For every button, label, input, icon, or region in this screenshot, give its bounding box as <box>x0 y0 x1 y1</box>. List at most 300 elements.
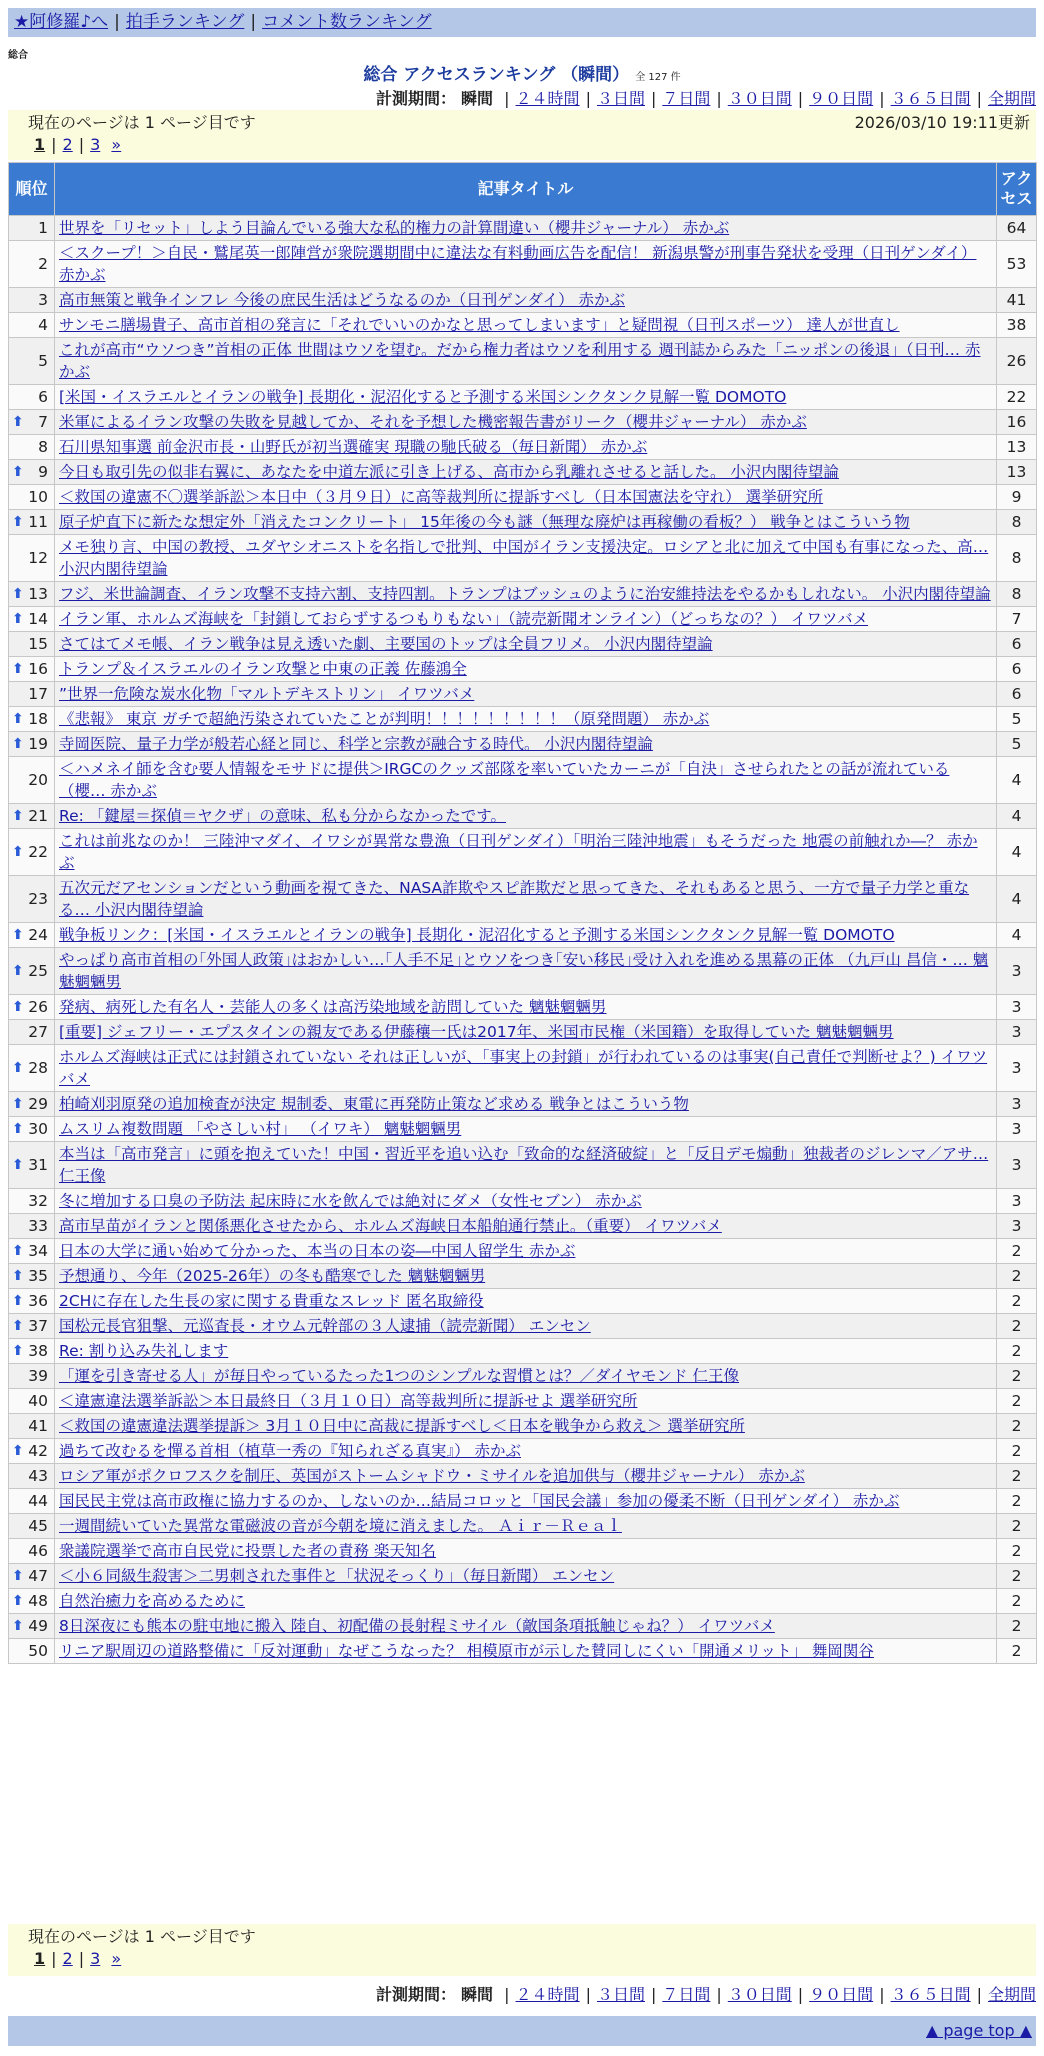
rank-number: 42 <box>28 1442 48 1460</box>
rank-cell <box>9 995 55 1020</box>
page-next-link[interactable]: » <box>111 1949 122 1968</box>
page-current: 1 <box>34 135 46 154</box>
access-count: 2 <box>997 1414 1037 1439</box>
rank-number: 20 <box>28 771 48 789</box>
rank-cell <box>9 1564 55 1589</box>
up-arrow-icon: ⬆ <box>12 927 24 943</box>
article-title-link[interactable]: 戦争板リンク：[米国・イスラエルとイランの戦争] 長期化・泥沼化すると予測する米国シンクタンク見解一覧 DOMOTO <box>59 926 895 944</box>
access-count: 22 <box>997 385 1037 410</box>
up-arrow-icon: ⬆ <box>12 963 24 979</box>
ranking-table <box>8 162 1037 1664</box>
period-separator: | <box>976 1985 982 2004</box>
rank-number: 24 <box>28 926 48 944</box>
rank-cell <box>9 1539 55 1564</box>
up-arrow-icon: ⬆ <box>12 844 24 860</box>
rank-cell <box>9 510 55 535</box>
up-arrow-icon: ⬆ <box>12 1593 24 1609</box>
period-separator: | <box>716 1985 722 2004</box>
up-arrow-icon: ⬆ <box>12 808 24 824</box>
period-option-link[interactable]: ９０日間 <box>809 1985 874 2004</box>
table-row <box>9 1589 1037 1614</box>
period-option-link[interactable]: ３６５日間 <box>890 1985 971 2004</box>
page-title: 総合 アクセスランキング （瞬間） <box>363 65 630 85</box>
article-title-link[interactable]: メモ独り言、中国の教授、ユダヤシオニストを名指しで批判、中国がイラン支援決定。ロシアと北に加えて中国も有事になった、高… 小沢内閣待望論 <box>59 538 989 578</box>
article-title-link[interactable]: 2CHに存在した生長の家に関する貴重なスレッド 匿名取締役 <box>59 1292 484 1310</box>
article-title-link[interactable]: やっぱり高市首相の｢外国人政策｣はおかしい…｢人手不足｣とウソをつき｢安い移民｣受け入れを進める黒幕の正体 （九戸山 昌信・… 魑魅魍魎男 <box>59 951 989 991</box>
title-cell <box>55 510 997 535</box>
title-cell <box>55 1142 997 1189</box>
access-count: 64 <box>997 216 1037 241</box>
table-row <box>9 1364 1037 1389</box>
table-row <box>9 1289 1037 1314</box>
table-row <box>9 535 1037 582</box>
access-count: 3 <box>997 1117 1037 1142</box>
title-cell <box>55 1239 997 1264</box>
title-cell <box>55 948 997 995</box>
rank-cell <box>9 385 55 410</box>
rank-cell <box>9 1092 55 1117</box>
access-count: 2 <box>997 1339 1037 1364</box>
access-count: 6 <box>997 682 1037 707</box>
period-option-link[interactable]: ３日間 <box>596 1985 645 2004</box>
table-row <box>9 657 1037 682</box>
rank-cell <box>9 1339 55 1364</box>
title-cell <box>55 460 997 485</box>
article-title-link[interactable]: 国松元長官狙撃、元巡査長・オウム元幹部の３人逮捕（読売新聞） エンセン <box>59 1317 591 1335</box>
title-cell <box>55 338 997 385</box>
table-row <box>9 1314 1037 1339</box>
access-count: 2 <box>997 1489 1037 1514</box>
period-option-link[interactable]: ３６５日間 <box>890 89 971 108</box>
article-title-link[interactable]: [米国・イスラエルとイランの戦争] 長期化・泥沼化すると予測する米国シンクタンク見解一覧 DOMOTO <box>59 388 787 406</box>
article-title-link[interactable]: 一週間続いていた異常な電磁波の音が今朝を境に消えました。 Ａｉｒ－Ｒｅａｌ <box>59 1517 622 1535</box>
up-arrow-icon: ⬆ <box>12 1268 24 1284</box>
article-title-link[interactable]: [重要] ジェフリー・エプスタインの親友である伊藤穰一氏は2017年、米国市民権（米国籍）を取得していた 魑魅魍魎男 <box>59 1023 894 1041</box>
rank-cell <box>9 732 55 757</box>
rank-number: 48 <box>28 1592 48 1610</box>
nav-link-applause-ranking[interactable]: 拍手ランキング <box>125 12 245 32</box>
period-option-link[interactable]: ２４時間 <box>515 89 580 108</box>
period-label: 計測期間： <box>375 1985 456 2004</box>
article-title-link[interactable]: 過ちて改むるを憚る首相（植草一秀の『知られざる真実』） 赤かぶ <box>59 1442 522 1460</box>
title-cell <box>55 385 997 410</box>
rank-cell <box>9 1117 55 1142</box>
period-option-link[interactable]: 全期間 <box>987 89 1036 108</box>
rank-number: 23 <box>28 890 48 908</box>
table-row <box>9 829 1037 876</box>
table-row <box>9 948 1037 995</box>
up-arrow-icon: ⬆ <box>12 586 24 602</box>
title-cell <box>55 995 997 1020</box>
period-option-link[interactable]: ７日間 <box>662 1985 711 2004</box>
access-count: 2 <box>997 1239 1037 1264</box>
rank-number: 15 <box>28 635 48 653</box>
access-count: 2 <box>997 1389 1037 1414</box>
rank-number: 19 <box>28 735 48 753</box>
period-options <box>498 89 1036 108</box>
page-separator: | <box>78 1949 85 1968</box>
access-count: 8 <box>997 535 1037 582</box>
total-count: 全 127 件 <box>635 72 681 83</box>
title-cell <box>55 657 997 682</box>
rank-cell <box>9 410 55 435</box>
table-row <box>9 485 1037 510</box>
table-row <box>9 1339 1037 1364</box>
article-title-link[interactable]: ＜救国の違憲不〇選挙訴訟＞本日中（３月９日）に高等裁判所に提訴すべし（日本国憲法を守れ） 選挙研究所 <box>59 488 824 506</box>
article-title-link[interactable]: Re: 割り込み失礼します <box>59 1342 229 1360</box>
period-separator: | <box>716 89 722 108</box>
title-cell <box>55 1414 997 1439</box>
up-arrow-icon: ⬆ <box>12 611 24 627</box>
rank-cell <box>9 338 55 385</box>
rank-cell <box>9 1439 55 1464</box>
pagination <box>28 134 1030 156</box>
title-cell <box>55 1264 997 1289</box>
article-title-link[interactable]: リニア駅周辺の道路整備に「反対運動」なぜこうなった？ 相模原市が示した賛同しにくい「開通メリット」 舞岡関谷 <box>59 1642 874 1660</box>
table-row <box>9 582 1037 607</box>
title-cell <box>55 1539 997 1564</box>
table-row <box>9 1389 1037 1414</box>
rank-cell <box>9 1020 55 1045</box>
page-spacer <box>103 135 108 154</box>
article-title-link[interactable]: サンモニ膳場貴子、高市首相の発言に「それでいいのかなと思ってしまいます」と疑問視（日刊スポーツ） 達人が世直し <box>59 316 900 334</box>
rank-cell <box>9 1214 55 1239</box>
article-title-link[interactable]: ＜スクープ！＞自民・鷲尾英一郎陣営が衆院選期間中に違法な有料動画広告を配信！ 新潟県警が刑事告発状を受理（日刊ゲンダイ） 赤かぶ <box>59 244 977 284</box>
table-row <box>9 1539 1037 1564</box>
table-row <box>9 1464 1037 1489</box>
article-title-link[interactable]: 高市早苗がイランと関係悪化させたから、ホルムズ海峡日本船舶通行禁止。（重要） イワツバメ <box>59 1217 722 1235</box>
rank-number: 32 <box>28 1192 48 1210</box>
period-separator: | <box>976 89 982 108</box>
period-option-link[interactable]: ７日間 <box>662 89 711 108</box>
page-link[interactable]: 2 <box>62 135 73 154</box>
rank-number: 25 <box>28 962 48 980</box>
table-row <box>9 1239 1037 1264</box>
title-cell <box>55 435 997 460</box>
access-count: 5 <box>997 732 1037 757</box>
period-option-link[interactable]: ３０日間 <box>727 89 792 108</box>
access-count: 2 <box>997 1614 1037 1639</box>
rank-cell <box>9 313 55 338</box>
rank-cell <box>9 607 55 632</box>
table-row <box>9 288 1037 313</box>
access-count: 3 <box>997 1189 1037 1214</box>
article-title-link[interactable]: 柏崎刈羽原発の追加検査が決定 規制委、東電に再発防止策など求める 戦争とはこういう物 <box>59 1095 689 1113</box>
table-row <box>9 707 1037 732</box>
page-info-top <box>8 110 1036 160</box>
article-title-link[interactable]: Re: 「鍵屋＝探偵＝ヤクザ」の意味、私も分からなかったです。 <box>59 807 507 825</box>
rank-cell <box>9 1589 55 1614</box>
access-count: 4 <box>997 829 1037 876</box>
table-row <box>9 313 1037 338</box>
article-title-link[interactable]: 自然治癒力を高めるために <box>59 1592 246 1610</box>
article-title-link[interactable]: ホルムズ海峡は正式には封鎖されていない それは正しいが、「事実上の封鎖」が行われているのは事実(自己責任で判断せよ？) イワツバメ <box>59 1048 988 1088</box>
article-title-link[interactable]: 五次元だアセンションだという動画を視てきた、NASA詐欺やスピ詐欺だと思ってきた、それもあると思う、一方で量子力学と重なる… 小沢内閣待望論 <box>59 879 970 919</box>
period-option-link[interactable]: ３日間 <box>596 89 645 108</box>
title-cell <box>55 216 997 241</box>
table-row <box>9 732 1037 757</box>
article-title-link[interactable]: ＜ハメネイ師を含む要人情報をモサドに提供＞IRGCのクッズ部隊を率いていたカーニが「自決」させられたとの話が流れている（櫻… 赤かぶ <box>59 760 950 800</box>
title-cell <box>55 1339 997 1364</box>
table-row <box>9 632 1037 657</box>
access-count: 6 <box>997 632 1037 657</box>
article-title-link[interactable]: ＜違憲違法選挙訴訟＞本日最終日（３月１０日）高等裁判所に提訴せよ 選挙研究所 <box>59 1392 638 1410</box>
rank-cell <box>9 707 55 732</box>
access-count: 2 <box>997 1539 1037 1564</box>
access-count: 13 <box>997 460 1037 485</box>
up-arrow-icon: ⬆ <box>12 999 24 1015</box>
up-arrow-icon: ⬆ <box>12 1060 24 1076</box>
title-cell <box>55 582 997 607</box>
rank-cell <box>9 632 55 657</box>
access-count: 4 <box>997 757 1037 804</box>
rank-number: 40 <box>28 1392 48 1410</box>
title-cell <box>55 1364 997 1389</box>
access-count: 38 <box>997 313 1037 338</box>
article-title-link[interactable]: 《悲報》 東京 ガチで超絶汚染されていたことが判明！！！！！！！！！（原発問題） 赤かぶ <box>59 710 710 728</box>
title-cell <box>55 1639 997 1664</box>
rank-number: 10 <box>28 488 48 506</box>
rank-number: 44 <box>28 1492 48 1510</box>
rank-number: 14 <box>28 610 48 628</box>
title-cell <box>55 485 997 510</box>
rank-number: 36 <box>28 1292 48 1310</box>
period-option-link[interactable]: ２４時間 <box>515 1985 580 2004</box>
article-title-link[interactable]: フジ、米世論調査、イラン攻撃不支持六割、支持四割。トランプはブッシュのように治安維持法をやるかもしれない。 小沢内閣待望論 <box>59 585 991 603</box>
rank-number: 38 <box>28 1342 48 1360</box>
period-current: 瞬間 <box>461 89 494 108</box>
rank-number: 39 <box>28 1367 48 1385</box>
period-option-link[interactable]: ９０日間 <box>809 89 874 108</box>
access-count: 41 <box>997 288 1037 313</box>
page-spacer <box>103 1949 108 1968</box>
table-header-row <box>9 163 1037 216</box>
article-title-link[interactable]: 8日深夜にも熊本の駐屯地に搬入 陸自、初配備の長射程ミサイル（敵国条項抵触じゃね？） イワツバメ <box>59 1617 775 1635</box>
title-cell <box>55 1464 997 1489</box>
table-row <box>9 1189 1037 1214</box>
period-separator: | <box>879 1985 885 2004</box>
title-cell <box>55 1514 997 1539</box>
rank-number: 13 <box>28 585 48 603</box>
period-separator: | <box>650 1985 657 2004</box>
period-option-link[interactable]: ３０日間 <box>727 1985 792 2004</box>
page-status: 現在のページは 1 ページ目です <box>28 113 256 132</box>
access-count: 8 <box>997 510 1037 535</box>
article-title-link[interactable]: ＜小６同級生殺害＞二男刺された事件と「状況そっくり」（毎日新聞） エンセン <box>59 1567 615 1585</box>
article-title-link[interactable]: トランプ＆イスラエルのイラン攻撃と中東の正義 佐藤鴻全 <box>59 660 467 678</box>
rank-number: 18 <box>28 710 48 728</box>
article-title-link[interactable]: 発病、病死した有名人・芸能人の多くは高汚染地域を訪問していた 魑魅魍魎男 <box>59 998 607 1016</box>
table-row <box>9 1639 1037 1664</box>
rank-cell <box>9 241 55 288</box>
rank-number: 8 <box>38 438 48 456</box>
rank-cell <box>9 582 55 607</box>
rank-number: 28 <box>28 1059 48 1077</box>
title-cell <box>55 1589 997 1614</box>
rank-number: 47 <box>28 1567 48 1585</box>
table-row <box>9 435 1037 460</box>
article-title-link[interactable]: 予想通り、今年（2025-26年）の冬も酷寒でした 魑魅魍魎男 <box>59 1267 486 1285</box>
page-next-link[interactable]: » <box>111 135 122 154</box>
article-title-link[interactable]: 「運を引き寄せる人」が毎日やっているたった1つのシンプルな習慣とは？／ダイヤモンド 仁王像 <box>59 1367 739 1385</box>
rank-cell <box>9 682 55 707</box>
page-link[interactable]: 2 <box>62 1949 73 1968</box>
rank-number: 41 <box>28 1417 48 1435</box>
article-title-link[interactable]: ”世界一危険な炭水化物「マルトデキストリン」 イワツバメ <box>59 685 475 703</box>
nav-link-asyura[interactable]: ★阿修羅♪へ <box>14 12 109 32</box>
rank-cell <box>9 1364 55 1389</box>
column-header-access: アクセス <box>997 163 1037 216</box>
rank-number: 45 <box>28 1517 48 1535</box>
rank-number: 17 <box>28 685 48 703</box>
rank-cell <box>9 1464 55 1489</box>
nav-link-comment-ranking[interactable]: コメント数ランキング <box>262 12 432 32</box>
article-title-link[interactable]: 世界を「リセット」しよう目論んでいる強大な私的権力の計算間違い（櫻井ジャーナル） 赤かぶ <box>59 219 730 237</box>
column-header-title: 記事タイトル <box>55 163 997 216</box>
period-option-link[interactable]: 全期間 <box>987 1985 1036 2004</box>
article-title-link[interactable]: さてはてメモ帳、イラン戦争は見え透いた劇、主要国のトップは全員フリメ。 小沢内閣待望論 <box>59 635 713 653</box>
access-count: 2 <box>997 1264 1037 1289</box>
rank-cell <box>9 460 55 485</box>
page-separator: | <box>78 135 85 154</box>
article-title-link[interactable]: 原子炉直下に新たな想定外「消えたコンクリート」 15年後の今も謎（無理な廃炉は再稼働の看板？） 戦争とはこういう物 <box>59 513 910 531</box>
rank-number: 5 <box>38 352 48 370</box>
updated-timestamp: 2026/03/10 19:11更新 <box>854 113 1030 132</box>
article-title-link[interactable]: 日本の大学に通い始めて分かった、本当の日本の姿―中国人留学生 赤かぶ <box>59 1242 576 1260</box>
table-row <box>9 607 1037 632</box>
rank-cell <box>9 804 55 829</box>
access-count: 7 <box>997 607 1037 632</box>
title-cell <box>55 1045 997 1092</box>
article-title-link[interactable]: これは前兆なのか！ 三陸沖マダイ、イワシが異常な豊漁（日刊ゲンダイ）「明治三陸沖地震」もそうだった 地震の前触れか―？ 赤かぶ <box>59 832 978 872</box>
access-count: 16 <box>997 410 1037 435</box>
table-row <box>9 460 1037 485</box>
rank-cell <box>9 1414 55 1439</box>
article-title-link[interactable]: 今日も取引先の似非右翼に、あなたを中道左派に引き上げる、高市から乳離れさせると話した。 小沢内閣待望論 <box>59 463 839 481</box>
up-arrow-icon: ⬆ <box>12 1096 24 1112</box>
article-title-link[interactable]: 国民民主党は高市政権に協力するのか、しないのか…結局コロッと「国民会議」参加の優柔不断（日刊ゲンダイ） 赤かぶ <box>59 1492 900 1510</box>
rank-number: 50 <box>28 1642 48 1660</box>
period-selector-top <box>376 86 1036 109</box>
rank-number: 1 <box>38 219 48 237</box>
table-row <box>9 385 1037 410</box>
article-title-link[interactable]: 衆議院選挙で高市自民党に投票した者の責務 楽天知名 <box>59 1542 436 1560</box>
access-count: 9 <box>997 485 1037 510</box>
table-row <box>9 757 1037 804</box>
title-cell <box>55 288 997 313</box>
access-count: 2 <box>997 1364 1037 1389</box>
access-count: 3 <box>997 1092 1037 1117</box>
rank-cell <box>9 288 55 313</box>
rank-cell <box>9 1264 55 1289</box>
article-title-link[interactable]: 高市無策と戦争インフレ 今後の庶民生活はどうなるのか（日刊ゲンダイ） 赤かぶ <box>59 291 625 309</box>
up-arrow-icon: ⬆ <box>12 414 24 430</box>
rank-cell <box>9 923 55 948</box>
article-title-link[interactable]: 石川県知事選 前金沢市長・山野氏が初当選確実 現職の馳氏破る（毎日新聞） 赤かぶ <box>59 438 648 456</box>
access-count: 2 <box>997 1639 1037 1664</box>
access-count: 2 <box>997 1314 1037 1339</box>
footer-bar <box>8 2016 1036 2046</box>
access-count: 4 <box>997 923 1037 948</box>
article-title-link[interactable]: これが高市“ウソつき”首相の正体 世間はウソを望む。だから権力者はウソを利用する 週刊誌からみた「ニッポンの後退」（日刊… 赤かぶ <box>59 341 981 381</box>
table-row <box>9 682 1037 707</box>
period-current: 瞬間 <box>461 1985 494 2004</box>
rank-number: 22 <box>28 843 48 861</box>
up-arrow-icon: ⬆ <box>12 661 24 677</box>
access-count: 2 <box>997 1589 1037 1614</box>
title-cell <box>55 757 997 804</box>
period-options <box>498 1985 1036 2004</box>
rank-number: 34 <box>28 1242 48 1260</box>
page-info-bottom <box>8 1924 1036 1976</box>
table-row <box>9 1564 1037 1589</box>
title-cell <box>55 1189 997 1214</box>
rank-number: 37 <box>28 1317 48 1335</box>
article-title-link[interactable]: イラン軍、ホルムズ海峡を「封鎖しておらずするつもりもない」（読売新聞オンライン）（どっちなの？） イワツバメ <box>59 610 869 628</box>
period-selector-bottom <box>376 1982 1036 2005</box>
period-separator: | <box>585 1985 591 2004</box>
nav-separator: | <box>250 12 257 32</box>
access-count: 2 <box>997 1514 1037 1539</box>
access-count: 3 <box>997 1045 1037 1092</box>
title-cell <box>55 313 997 338</box>
access-count: 5 <box>997 707 1037 732</box>
title-cell <box>55 1092 997 1117</box>
rank-number: 46 <box>28 1542 48 1560</box>
rank-cell <box>9 1489 55 1514</box>
rank-cell <box>9 1389 55 1414</box>
up-arrow-icon: ⬆ <box>12 1121 24 1137</box>
up-arrow-icon: ⬆ <box>12 1618 24 1634</box>
table-row <box>9 876 1037 923</box>
access-count: 3 <box>997 948 1037 995</box>
page-top-link[interactable]: ▲ page top ▲ <box>925 2021 1032 2040</box>
table-row <box>9 1514 1037 1539</box>
title-cell <box>55 1614 997 1639</box>
table-row <box>9 338 1037 385</box>
page-link[interactable]: 3 <box>90 135 101 154</box>
table-row <box>9 241 1037 288</box>
article-title-link[interactable]: 本当は「高市発言」に頭を抱えていた！中国・習近平を追い込む「致命的な経済破綻」と「反日デモ煽動」独裁者のジレンマ／アサ… 仁王像 <box>59 1145 989 1185</box>
rank-number: 6 <box>38 388 48 406</box>
table-row <box>9 1214 1037 1239</box>
title-cell <box>55 1439 997 1464</box>
pagination <box>28 1948 1030 1970</box>
access-count: 4 <box>997 876 1037 923</box>
page-link[interactable]: 3 <box>90 1949 101 1968</box>
table-row <box>9 1614 1037 1639</box>
access-count: 6 <box>997 657 1037 682</box>
rank-cell <box>9 1239 55 1264</box>
title-cell <box>55 607 997 632</box>
table-row <box>9 1439 1037 1464</box>
access-count: 4 <box>997 804 1037 829</box>
article-title-link[interactable]: ムスリム複数問題 「やさしい村」 （イワキ） 魑魅魍魎男 <box>59 1120 462 1138</box>
article-title-link[interactable]: 寺岡医院、量子力学が般若心経と同じ、科学と宗教が融合する時代。 小沢内閣待望論 <box>59 735 653 753</box>
article-title-link[interactable]: ロシア軍がポクロフスクを制圧、英国がストームシャドウ・ミサイルを追加供与（櫻井ジャーナル） 赤かぶ <box>59 1467 805 1485</box>
rank-cell <box>9 435 55 460</box>
rank-cell <box>9 1514 55 1539</box>
page-current: 1 <box>34 1949 46 1968</box>
article-title-link[interactable]: 米軍によるイラン攻撃の失敗を見越してか、それを予想した機密報告書がリーク（櫻井ジャーナル） 赤かぶ <box>59 413 807 431</box>
title-cell <box>55 682 997 707</box>
article-title-link[interactable]: 冬に増加する口臭の予防法 起床時に水を飲んでは絶対にダメ（女性セブン） 赤かぶ <box>59 1192 642 1210</box>
access-count: 2 <box>997 1289 1037 1314</box>
article-title-link[interactable]: ＜救国の違憲違法選挙提訴＞ 3月１０日中に高裁に提訴すべし＜日本を戦争から救え＞ 選挙研究所 <box>59 1417 745 1435</box>
access-count: 2 <box>997 1464 1037 1489</box>
title-cell <box>55 1564 997 1589</box>
table-row <box>9 1117 1037 1142</box>
